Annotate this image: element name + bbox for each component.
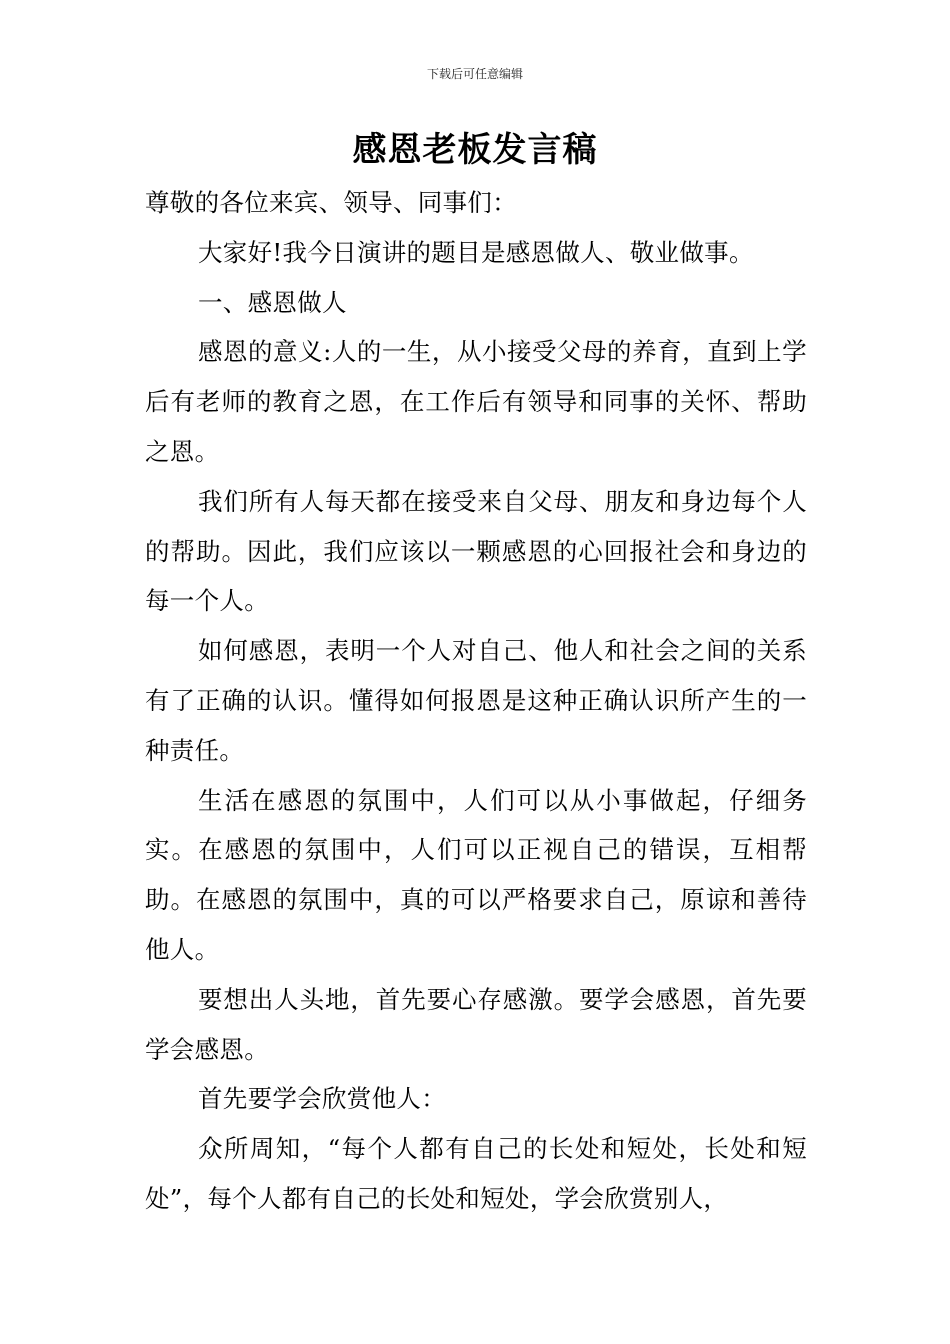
paragraph: 要想出人头地，首先要心存感激。要学会感恩，首先要学会感恩。 — [145, 984, 807, 1064]
document-body — [145, 178, 807, 1224]
paragraph: 众所周知，“每个人都有自己的长处和短处，长处和短处”，每个人都有自己的长处和短处，学会欣赏别人， — [145, 1134, 807, 1213]
paragraph: 首先要学会欣赏他人： — [198, 1084, 446, 1114]
paragraph: 感恩的意义:人的一生，从小接受父母的养育，直到上学后有老师的教育之恩，在工作后有领导和同事的关怀、帮助之恩。 — [145, 337, 807, 466]
paragraph: 大家好!我今日演讲的题目是感恩做人、敬业做事。 — [198, 237, 754, 267]
document-title: 感恩老板发言稿 — [352, 130, 598, 170]
paragraph: 生活在感恩的氛围中，人们可以从小事做起，仔细务实。在感恩的氛围中，人们可以正视自己的错误，互相帮助。在感恩的氛围中，真的可以严格要求自己，原谅和善待他人。 — [145, 785, 807, 964]
salutation: 尊敬的各位来宾、领导、同事们： — [145, 188, 517, 217]
paragraph: 如何感恩，表明一个人对自己、他人和社会之间的关系有了正确的认识。懂得如何报恩是这种正确认识所产生的一种责任。 — [145, 636, 807, 765]
paragraph: 我们所有人每天都在接受来自父母、朋友和身边每个人的帮助。因此，我们应该以一颗感恩的心回报社会和身边的每一个人。 — [145, 486, 807, 616]
header-note: 下载后可任意编辑 — [426, 67, 523, 81]
section-heading: 一、感恩做人 — [198, 287, 347, 317]
